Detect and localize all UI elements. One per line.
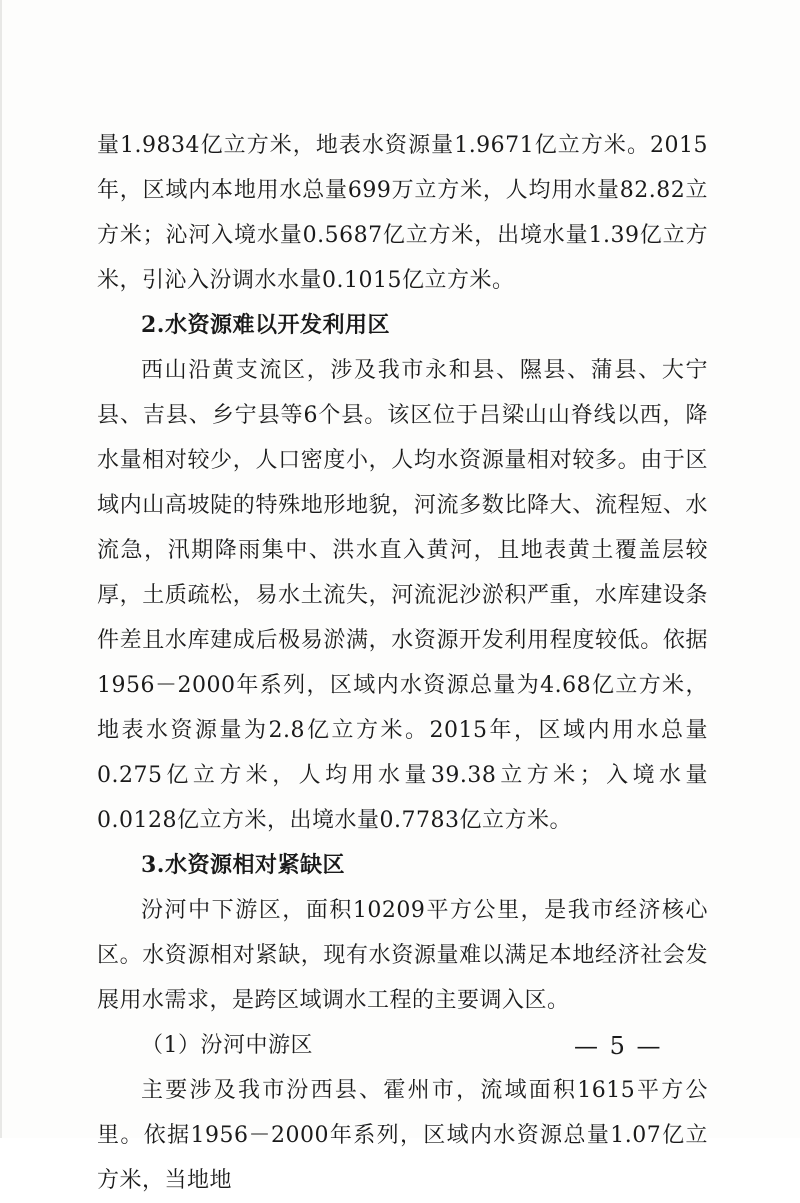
paragraph-fen-river-middle: 主要涉及我市汾西县、霍州市，流域面积1615平方公里。依据1956－2000年系列，区域内水资源总量1.07亿立方米，当地地 [97, 1078, 708, 1193]
page-edge-shadow [0, 0, 2, 1138]
paragraph-continued: 量1.9834亿立方米，地表水资源量1.9671亿立方米。2015年，区域内本地用水总量699万立方米，人均用水量82.82立方米；沁河入境水量0.5687亿立方米，出境水量1.39亿立方米，引沁入汾调水水量0.1015亿立方米。 [97, 133, 708, 293]
section-heading-2: 2.水资源难以开发利用区 [141, 312, 390, 338]
page-number: — 5 — [574, 1032, 663, 1060]
section-heading-3: 3.水资源相对紧缺区 [141, 852, 345, 878]
paragraph-west-mountain: 西山沿黄支流区，涉及我市永和县、隰县、蒲县、大宁县、吉县、乡宁县等6个县。该区位于吕梁山山脊线以西，降水量相对较少，人口密度小，人均水资源量相对较多。由于区域内山高坡陡的特殊地形地貌，河流多数比降大、流程短、水流急，汛期降雨集中、洪水直入黄河，且地表黄土覆盖层较厚，土质疏松，易水土流失，河流泥沙淤积严重，水库建设条件差且水库建成后极易淤满，水资源开发利用程度较低。依据1956－2000年系列，区域内水资源总量为4.68亿立方米，地表水资源量为2.8亿立方米。2015年，区域内用水总量0.275亿立方米，人均用水量39.38立方米；入境水量0.0128亿立方米，出境水量0.7783亿立方米。 [97, 358, 708, 833]
subsection-heading-1: （1）汾河中游区 [141, 1033, 313, 1058]
paragraph-fen-river: 汾河中下游区，面积10209平方公里，是我市经济核心区。水资源相对紧缺，现有水资源量难以满足本地经济社会发展用水需求，是跨区域调水工程的主要调入区。 [97, 898, 708, 1013]
